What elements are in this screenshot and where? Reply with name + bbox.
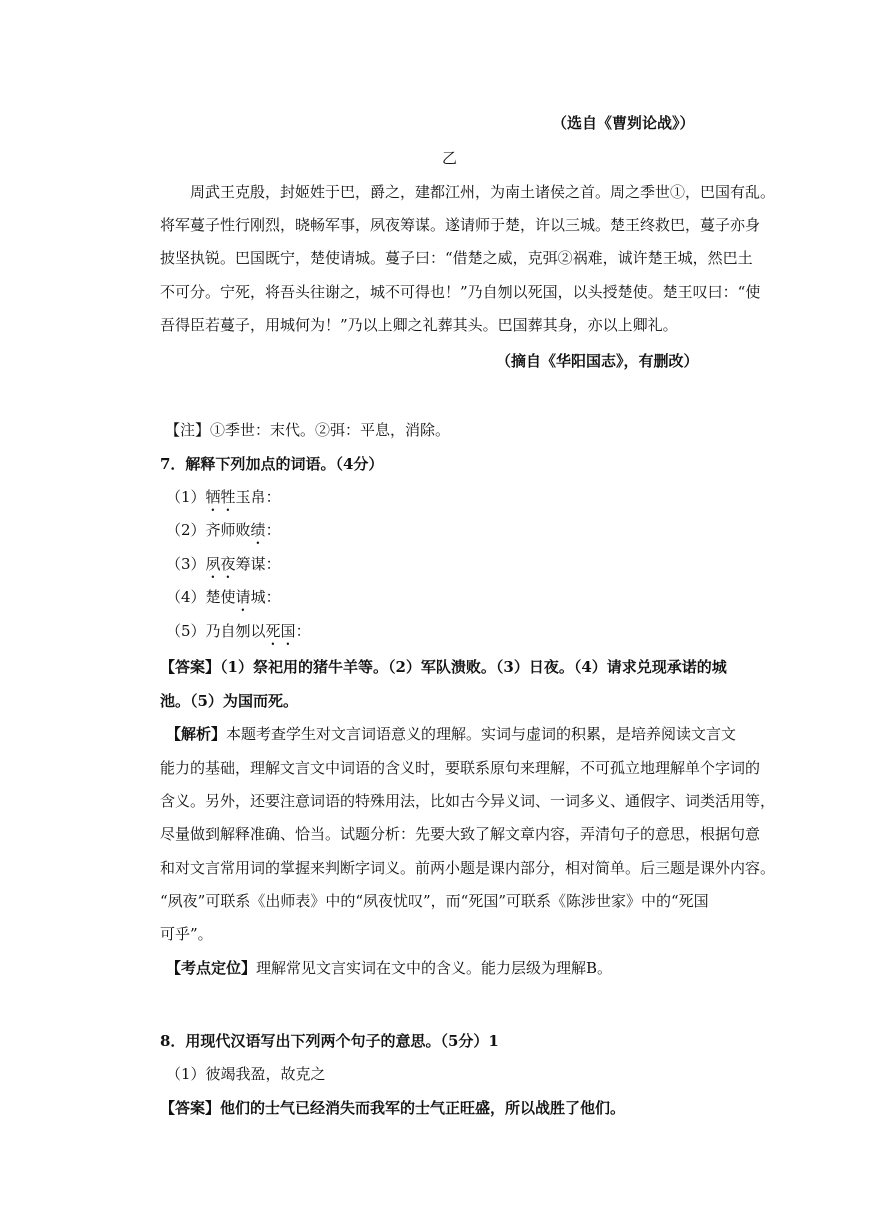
q7-item-after: ： xyxy=(265,521,281,539)
q7-item-after: 城： xyxy=(250,588,281,606)
answer-label: 【答案】 xyxy=(160,1099,221,1117)
q7-analysis xyxy=(166,723,766,745)
passage-line: 不可分。宁死，将吾头往谢之，城不可得也！”乃自刎以死国，以头授楚使。楚王叹曰：“使 xyxy=(160,283,761,301)
q7-item xyxy=(166,486,766,515)
q7-item xyxy=(166,519,766,548)
passage-line: 将军蔓子性行刚烈，晓畅军事，夙夜筹谋。遂请师于楚，许以三城。楚王终救巴，蔓子亦身 xyxy=(160,216,761,234)
q7-item-prefix: （2）齐师败 xyxy=(166,521,251,539)
answer-text: 他们的士气已经消失而我军的士气正旺盛，所以战胜了他们。 xyxy=(220,1099,626,1117)
q7-answer xyxy=(160,656,760,678)
source-b: （摘自《华阳国志》，有删改） xyxy=(496,352,699,370)
q7-item-prefix: （4）楚使 xyxy=(166,588,236,606)
note: 【注】①季世：末代。②弭：平息，消除。 xyxy=(165,421,451,439)
section-b-heading: 乙 xyxy=(442,149,458,167)
dotted-word: 牺牲 xyxy=(205,488,236,506)
point-text: 理解常见文言实词在文中的含义。能力层级为理解B。 xyxy=(256,959,613,977)
q8-answer xyxy=(160,1097,760,1119)
dotted-word: 死国 xyxy=(265,622,296,640)
q7-item xyxy=(166,553,766,582)
dotted-word: 绩 xyxy=(250,521,266,539)
q7-item xyxy=(166,620,766,649)
point-label: 【考点定位】 xyxy=(166,959,257,977)
analysis-line: 尽量做到解释准确、恰当。试题分析：先要大致了解文章内容，弄清句子的意思，根据句意 xyxy=(160,825,761,843)
q7-answer-cont: 池。（5）为国而死。 xyxy=(160,692,298,710)
q7-point xyxy=(166,957,766,979)
analysis-line: 和对文言常用词的掌握来判断字词义。前两小题是课内部分，相对简单。后三题是课外内容。 xyxy=(160,859,776,877)
q7-item-prefix: （1） xyxy=(166,488,206,506)
source-a: （选自《曹刿论战》） xyxy=(552,114,695,132)
q7-item-after: 筹谋： xyxy=(235,555,281,573)
passage-line: 披坚执锐。巴国既宁，楚使请城。蔓子曰：“借楚之威，克弭②祸难，诚许楚王城，然巴土 xyxy=(160,249,753,267)
analysis-text: 本题考查学生对文言词语意义的理解。实词与虚词的积累，是培养阅读文言文 xyxy=(226,725,737,743)
analysis-label: 【解析】 xyxy=(166,725,227,743)
answer-text: （1）祭祀用的猪牛羊等。（2）军队溃败。（3）日夜。（4）请求兑现承诺的城 xyxy=(220,658,727,676)
analysis-line: 能力的基础，理解文言文中词语的含义时，要联系原句来理解，不可孤立地理解单个字词的 xyxy=(160,759,761,777)
q8-title: 8．用现代汉语写出下列两个句子的意思。（5分）1 xyxy=(160,1032,499,1050)
q8-item: （1）彼竭我盈，故克之 xyxy=(166,1065,326,1083)
q7-item-prefix: （3） xyxy=(166,555,206,573)
dotted-word: 请 xyxy=(235,588,251,606)
answer-label: 【答案】 xyxy=(160,658,221,676)
passage-line: 周武王克殷，封姬姓于巴，爵之，建都江州，为南土诸侯之首。周之季世①，巴国有乱。 xyxy=(190,183,776,201)
analysis-line: 可乎”。 xyxy=(160,925,213,943)
analysis-line: 含义。另外，还要注意词语的特殊用法，比如古今异义词、一词多义、通假字、词类活用等， xyxy=(160,792,776,810)
q7-item-after: ： xyxy=(295,622,311,640)
q7-item xyxy=(166,586,766,615)
analysis-line: “夙夜”可联系《出师表》中的“夙夜忧叹”，而“死国”可联系《陈涉世家》中的“死国 xyxy=(160,892,709,910)
dotted-word: 夙夜 xyxy=(205,555,236,573)
q7-item-after: 玉帛： xyxy=(235,488,281,506)
q7-title: 7．解释下列加点的词语。（4分） xyxy=(160,455,384,473)
q7-item-prefix: （5）乃自刎以 xyxy=(166,622,266,640)
passage-line: 吾得臣若蔓子，用城何为！”乃以上卿之礼葬其头。巴国葬其身，亦以上卿礼。 xyxy=(160,316,678,334)
